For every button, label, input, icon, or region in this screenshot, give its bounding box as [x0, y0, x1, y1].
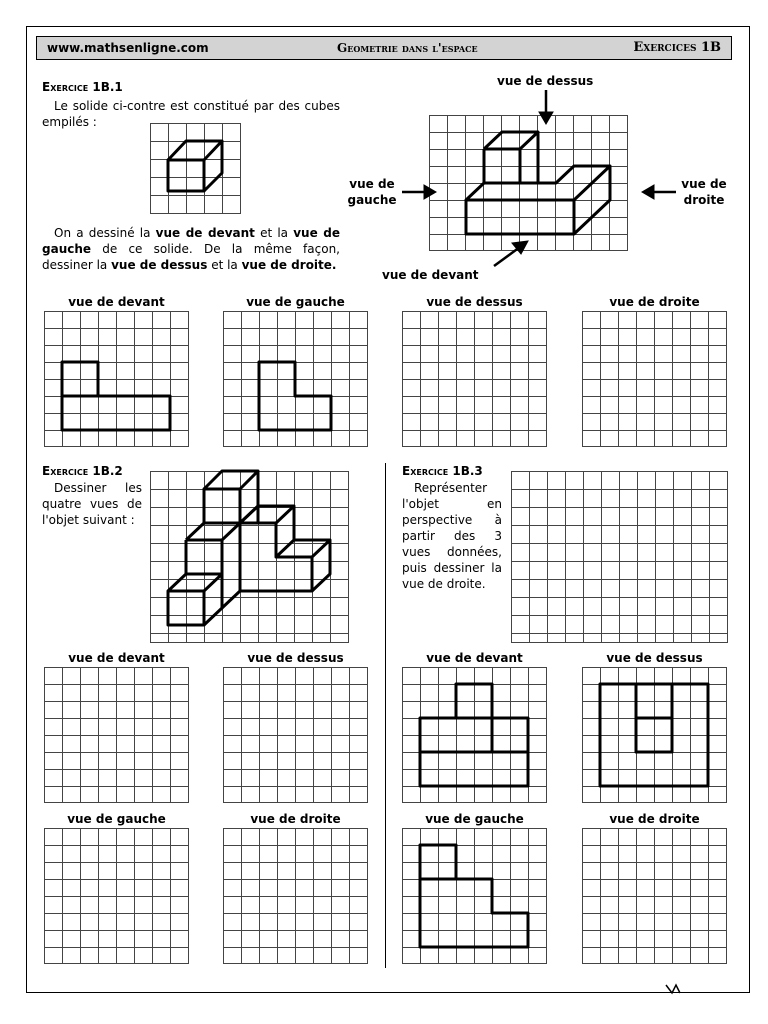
ex3-perspective-grid[interactable] [511, 471, 728, 643]
ex2-title: Exercice 1B.2 [42, 464, 123, 478]
ex1-intro: Le solide ci-contre est constitué par des cubes empilés : [42, 99, 340, 129]
ex1-left-view-grid [223, 311, 368, 447]
ex3-grid-label-front: vue de devant [426, 651, 523, 665]
ex2-perspective-grid [150, 471, 349, 643]
ex1-grid-label-front: vue de devant [68, 295, 165, 309]
ex1-instruction [42, 225, 340, 273]
ex1-instr-text-3: de ce solide. De la même façon, dessiner la [42, 242, 340, 272]
ex3-right-view-grid[interactable] [582, 828, 727, 964]
ex3-grid-label-top: vue de dessus [606, 651, 703, 665]
ex2-front-view-grid[interactable] [44, 667, 189, 803]
ex1-front-view-grid [44, 311, 189, 447]
ex2-grid-label-left: vue de gauche [67, 812, 166, 826]
exercise-set-label: Exercices 1B [633, 40, 721, 55]
ex2-left-view-grid[interactable] [44, 828, 189, 964]
ex1-perspective-grid [429, 115, 628, 251]
ex1-instr-bold-3: vue de dessus [111, 258, 208, 272]
ex3-left-view-grid [402, 828, 547, 964]
ex1-instr-text-2: et la [254, 226, 294, 240]
ex2-grid-label-top: vue de dessus [247, 651, 344, 665]
site-name: www.mathsenligne.com [47, 41, 209, 55]
ex1-small-grid [150, 123, 241, 214]
ex1-instr-text-1: On a dessiné la [54, 226, 156, 240]
ex3-title: Exercice 1B.3 [402, 464, 483, 478]
ex2-top-view-grid[interactable] [223, 667, 368, 803]
ex1-label-right-view: vue de droite [681, 177, 727, 207]
ex1-instr-bold-4: vue de droite. [241, 258, 337, 272]
ex1-grid-label-top: vue de dessus [426, 295, 523, 309]
chapter-title: Geometrie dans l'espace [337, 41, 478, 55]
ex2-grid-label-right: vue de droite [250, 812, 341, 826]
ex1-right-view-grid[interactable] [582, 311, 727, 447]
ex1-title: Exercice 1B.1 [42, 80, 123, 94]
ex1-grid-label-right: vue de droite [609, 295, 700, 309]
ex1-top-view-grid[interactable] [402, 311, 547, 447]
ex1-instr-bold-2: vue de gauche [42, 226, 340, 256]
ex1-instr-text-4: et la [207, 258, 242, 272]
ex1-instr-bold-1: vue de devant [155, 226, 255, 240]
ex3-grid-label-right: vue de droite [609, 812, 700, 826]
ex3-front-view-grid [402, 667, 547, 803]
ex2-grid-label-front: vue de devant [68, 651, 165, 665]
column-divider [385, 463, 386, 968]
ex3-grid-label-left: vue de gauche [425, 812, 524, 826]
ex1-label-left-view: vue de gauche [347, 177, 397, 207]
ex2-text: Dessiner les quatre vues de l'objet suivant : [42, 481, 142, 527]
ex1-grid-label-left: vue de gauche [246, 295, 345, 309]
ex3-text: Représenter l'objet en perspective à partir des 3 vues données, puis dessiner la vue de droite. [402, 481, 502, 591]
ex1-label-top-view: vue de dessus [497, 74, 594, 88]
ex3-top-view-grid [582, 667, 727, 803]
page-header [36, 36, 732, 60]
ex2-right-view-grid[interactable] [223, 828, 368, 964]
ex1-label-front-view: vue de devant [382, 268, 479, 282]
